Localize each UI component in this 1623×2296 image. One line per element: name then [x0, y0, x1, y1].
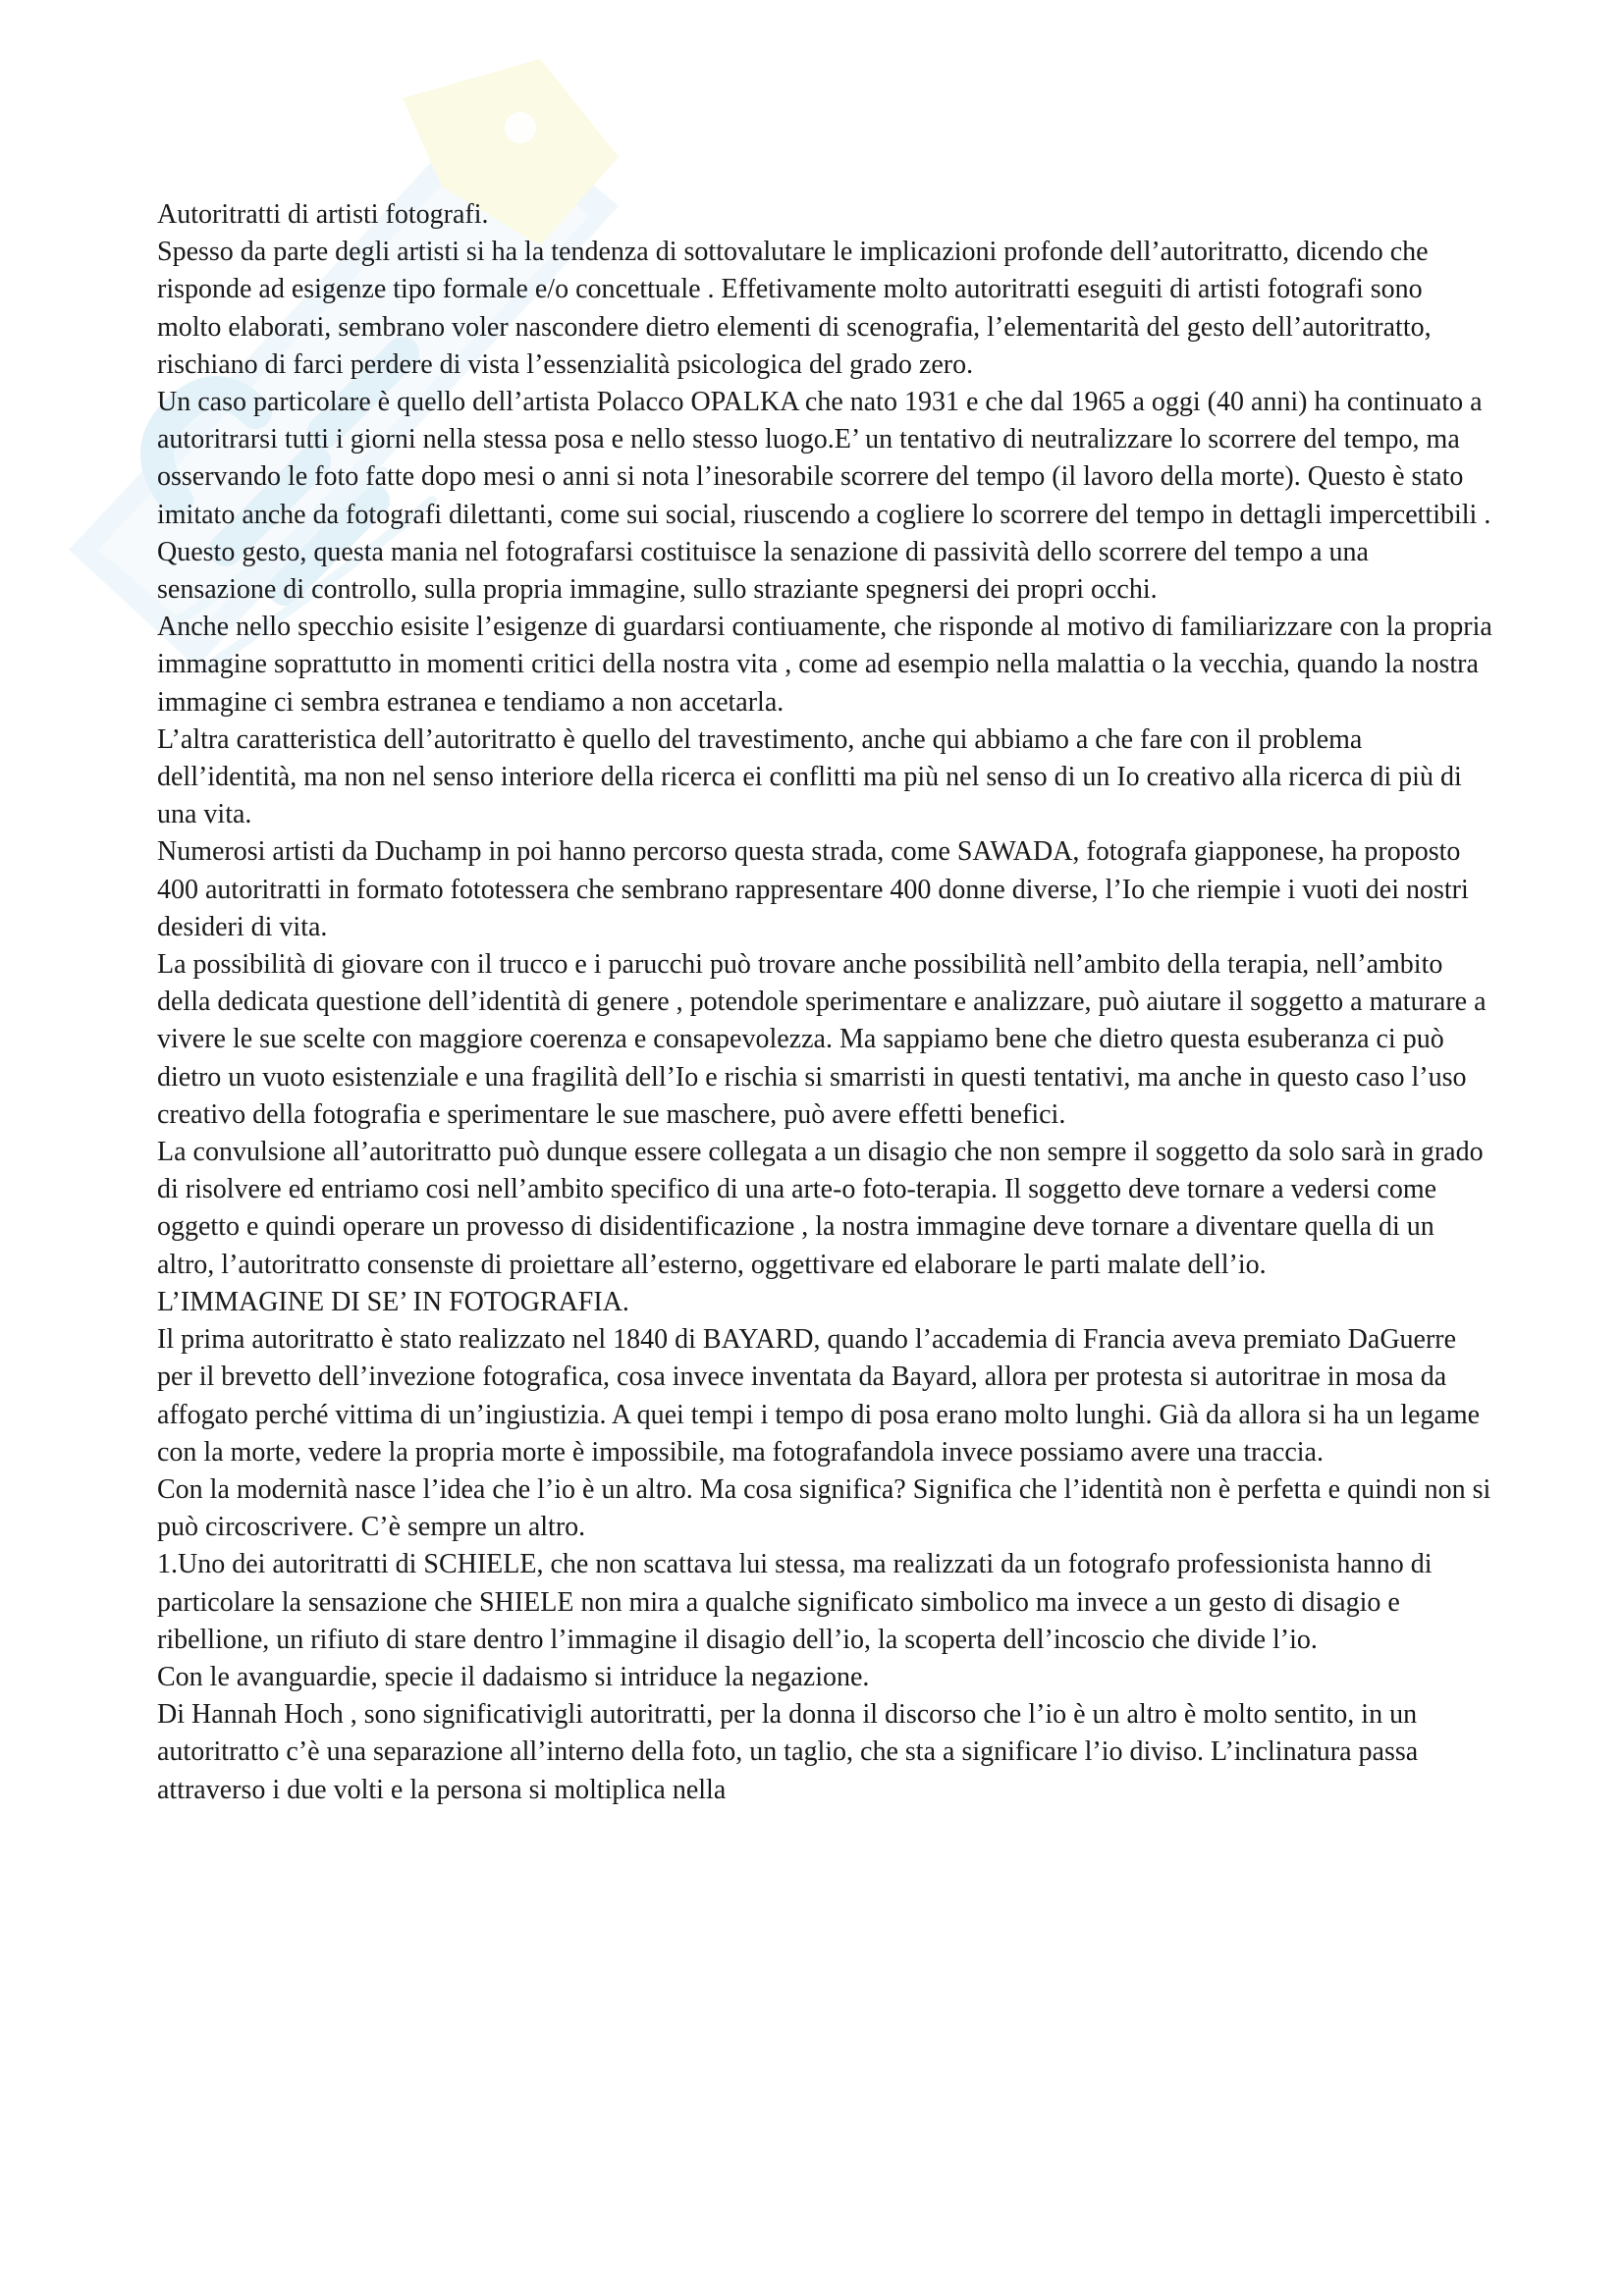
paragraph: Un caso particolare è quello dell’artista Polacco OPALKA che nato 1931 e che dal 1965 a oggi (40 anni) ha continuato a autoritrarsi tutti i giorni nella stessa posa e nello stesso luogo.E’ un tentativo di neutralizzare lo scorrere del tempo, ma osservando le foto fatte dopo mesi o anni si nota l’inesorabile scorrere del tempo (il lavoro della morte). Questo è stato imitato anche da fotografi dilettanti, come sui social, riuscendo a cogliere lo scorrere del tempo in dettagli impercettibili . Questo gesto, questa mania nel fotografarsi costituisce la senazione di passività dello scorrere del tempo a una sensazione di controllo, sulla propria immagine, sullo straziante spegnersi dei propri occhi.	[157, 387, 1491, 606]
paragraph: Il prima autoritratto è stato realizzato nel 1840 di BAYARD, quando l’accademia di Francia aveva premiato DaGuerre per il brevetto dell’invezione fotografica, cosa invece inventata da Bayard, allora per protesta si autoritrae in mosa da affogato perché vittima di un’ingiustizia. A quei tempi i tempo di posa erano molto lunghi. Già da allora si ha un legame con la morte, vedere la propria morte è impossibile, ma fotografandola invece possiamo avere una traccia.	[157, 1324, 1481, 1468]
section-heading: L’IMMAGINE DI SE’ IN FOTOGRAFIA.	[157, 1286, 629, 1317]
paragraph: Con le avanguardie, specie il dadaismo si intriduce la negazione.	[157, 1661, 870, 1692]
paragraph: Con la modernità nasce l’idea che l’io è un altro. Ma cosa significa? Significa che l’identità non è perfetta e quindi non si può circoscrivere. C’è sempre un altro.	[157, 1473, 1491, 1543]
paragraph: La convulsione all’autoritratto può dunque essere collegata a un disagio che non sempre il soggetto da solo sarà in grado di risolvere ed entriamo cosi nell’ambito specifico di una arte-o foto-terapia. Il soggetto deve tornare a vedersi come oggetto e quindi operare un provesso di disidentificazione , la nostra immagine deve tornare a diventare quella di un altro, l’autoritratto consenste di proiettare all’esterno, oggettivare ed elaborare le parti malate dell’io.	[157, 1137, 1484, 1280]
paragraph: L’altra caratteristica dell’autoritratto è quello del travestimento, anche qui abbiamo a che fare con il problema dell’identità, ma non nel senso interiore della ricerca ei conflitti ma più nel senso di un Io creativo alla ricerca di più di una vita.	[157, 723, 1462, 830]
paragraph: Numerosi artisti da Duchamp in poi hanno percorso questa strada, come SAWADA, fotografa giapponese, ha proposto 400 autoritratti in formato fototessera che sembrano rappresentare 400 donne diverse, l’Io che riempie i vuoti dei nostri desideri di vita.	[157, 836, 1469, 942]
paragraph: Di Hannah Hoch , sono significativigli autoritratti, per la donna il discorso che l’io è un altro è molto sentito, in un autoritratto c’è una separazione all’interno della foto, un taglio, che sta a significare l’io diviso. L’inclinatura passa attraverso i due volti e la persona si moltiplica nella	[157, 1699, 1419, 1805]
document-body	[157, 196, 1492, 1809]
paragraph: Spesso da parte degli artisti si ha la tendenza di sottovalutare le implicazioni profonde dell’autoritratto, dicendo che risponde ad esigenze tipo formale e/o concettuale . Effetivamente molto autoritratti eseguiti di artisti fotografi sono molto elaborati, sembrano voler nascondere dietro elementi di scenografia, l’elementarità del gesto dell’autoritratto, rischiano di farci perdere di vista l’essenzialità psicologica del grado zero.	[157, 237, 1432, 380]
paragraph: Anche nello specchio esisite l’esigenze di guardarsi contiuamente, che risponde al motivo di familiarizzare con la propria immagine soprattutto in momenti critici della nostra vita , come ad esempio nella malattia o la vecchia, quando la nostra immagine ci sembra estranea e tendiamo a non accetarla.	[157, 612, 1492, 718]
paragraph: 1.Uno dei autoritratti di SCHIELE, che non scattava lui stessa, ma realizzati da un fotografo professionista hanno di particolare la sensazione che SHIELE non mira a qualche significato simbolico ma invece a un gesto di disagio e ribellione, un rifiuto di stare dentro l’immagine il disagio dell’io, la scoperta dell’incoscio che divide l’io.	[157, 1549, 1433, 1655]
paragraph: La possibilità di giovare con il trucco e i parucchi può trovare anche possibilità nell’ambito della terapia, nell’ambito della dedicata questione dell’identità di genere , potendole sperimentare e analizzare, può aiutare il soggetto a maturare a vivere le sue scelte con maggiore coerenza e consapevolezza. Ma sappiamo bene che dietro questa esuberanza ci può dietro un vuoto esistenziale e una fragilità dell’Io e rischia si smarristi in questi tentativi, ma anche in questo caso l’uso creativo della fotografia e sperimentare le sue maschere, può avere effetti benefici.	[157, 949, 1487, 1130]
paragraph-title: Autoritratti di artisti fotografi.	[157, 199, 489, 230]
